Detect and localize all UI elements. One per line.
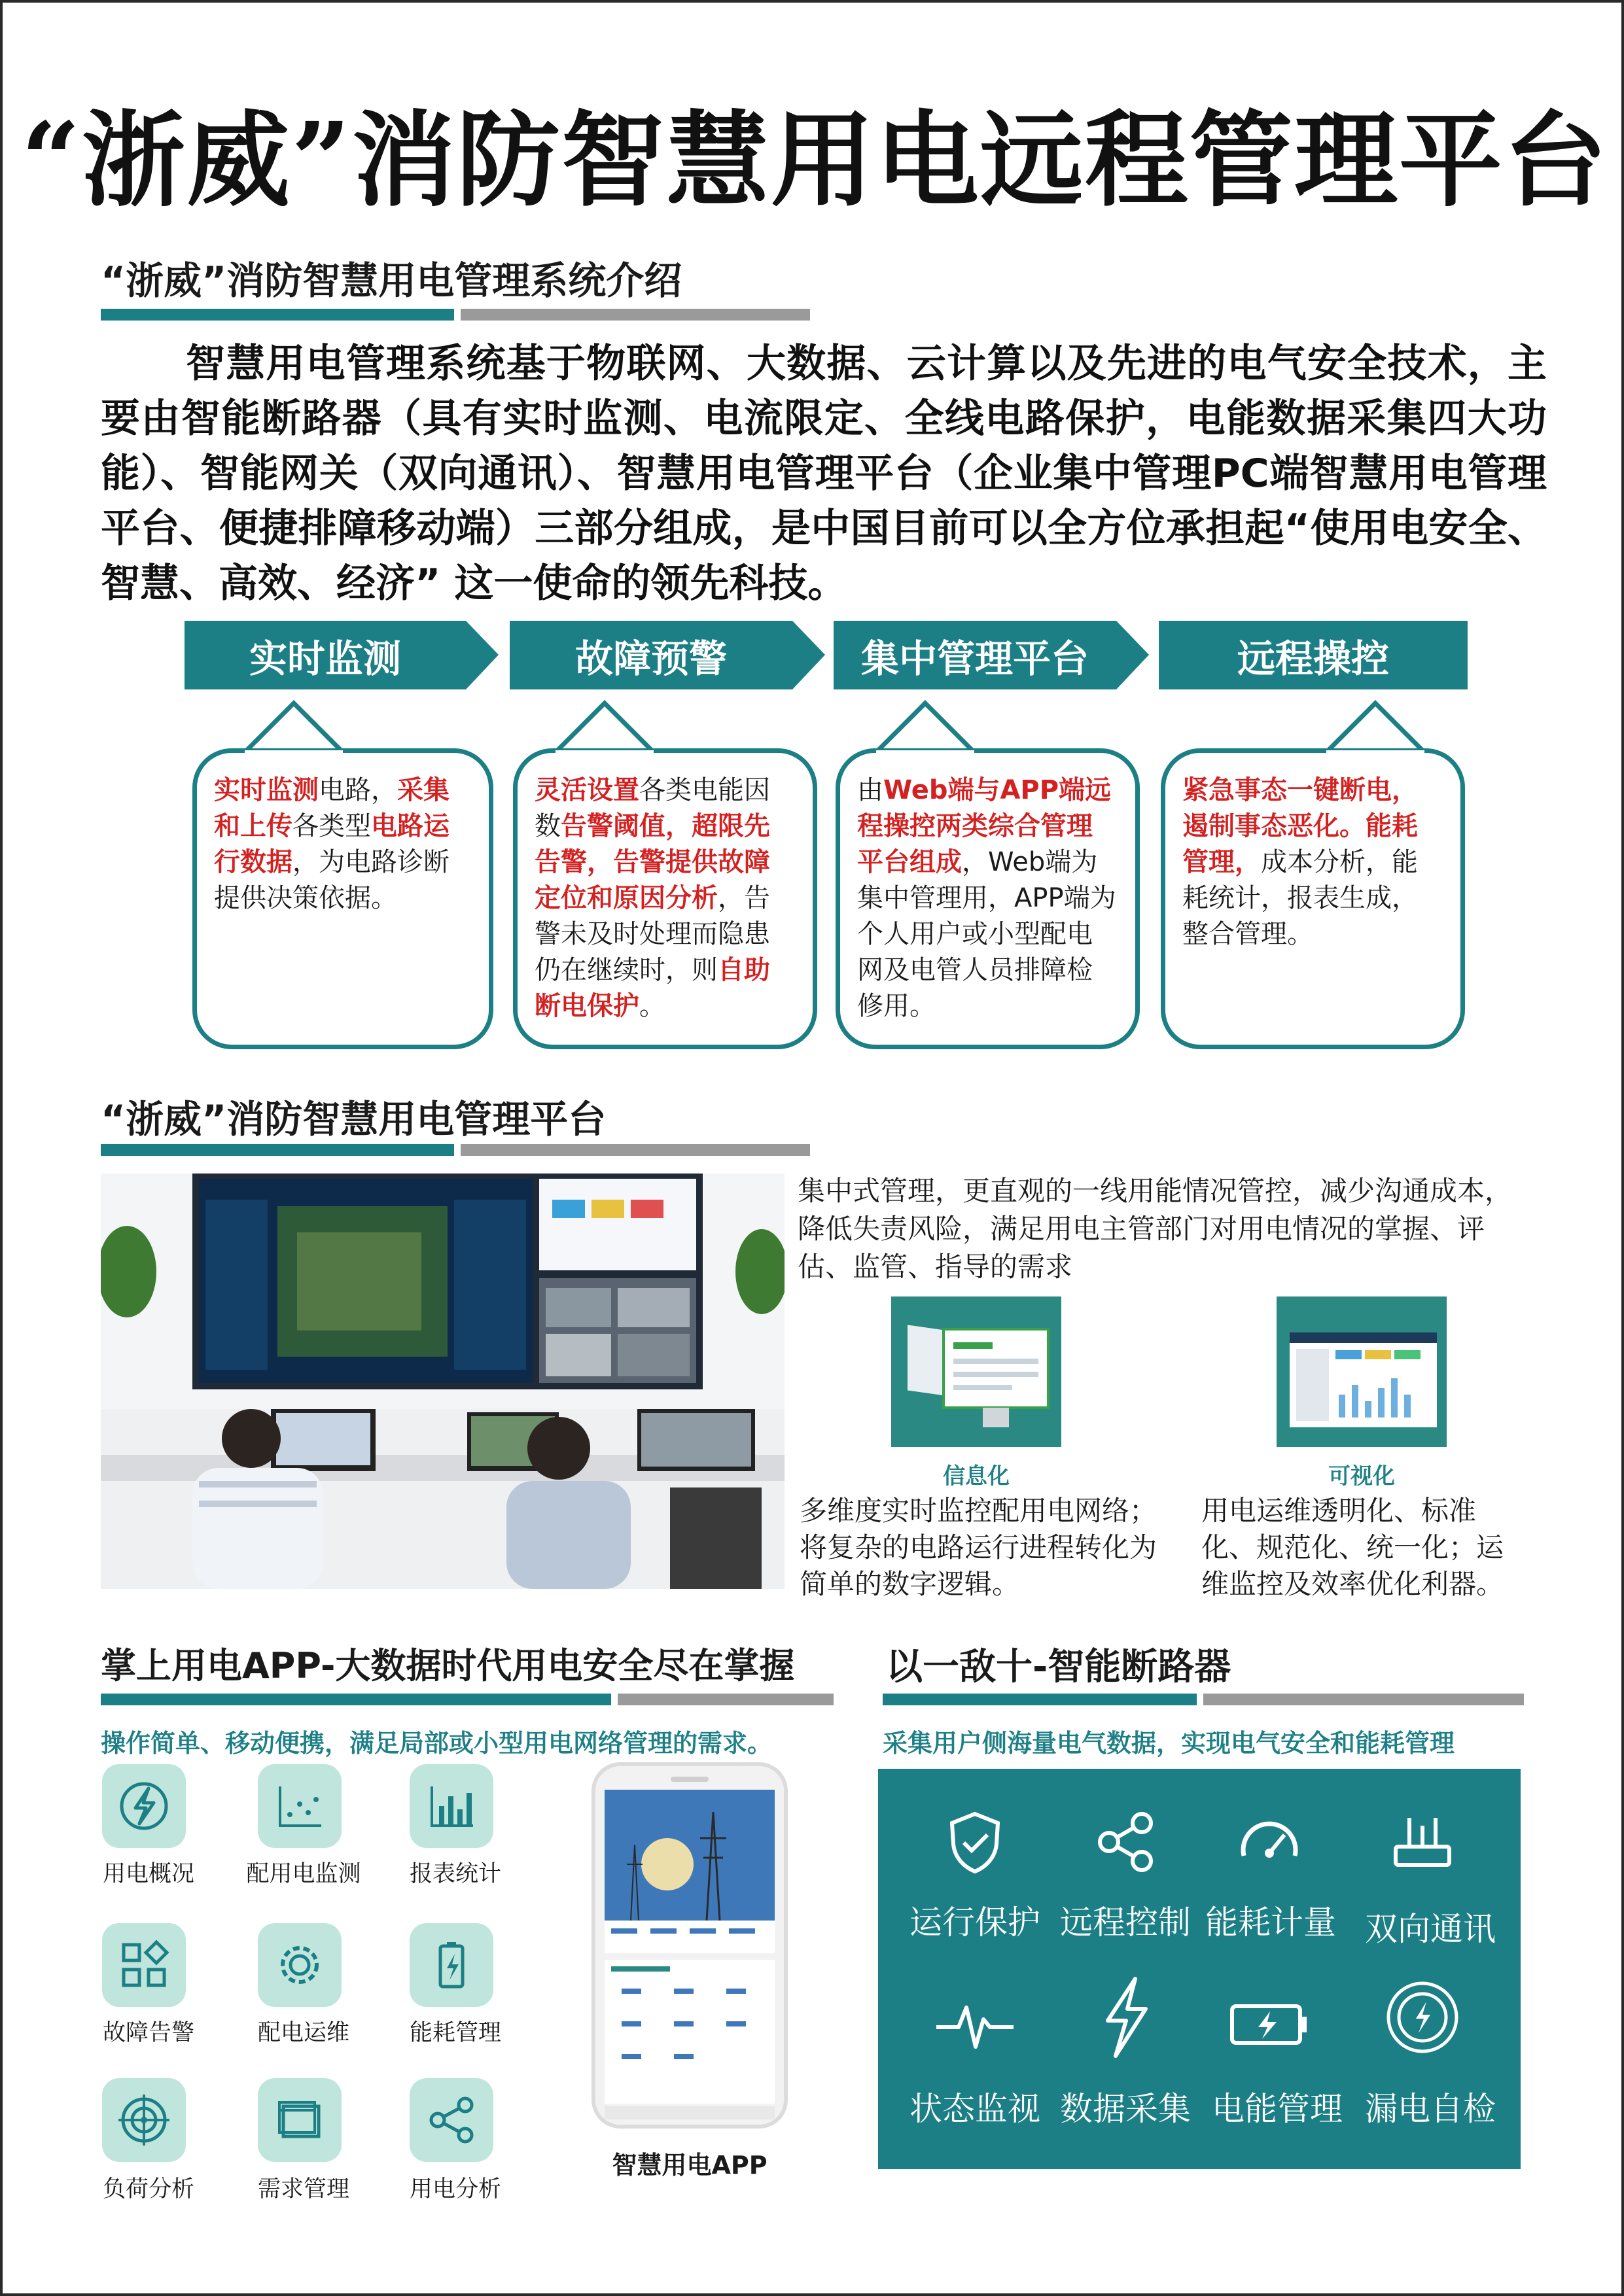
gauge-icon: [1224, 1803, 1315, 1881]
feature-label: 运行保护: [909, 1904, 1040, 1941]
control-room-photo: [101, 1174, 785, 1589]
target-icon[interactable]: [102, 2078, 186, 2162]
feature-label: 电能管理: [1212, 2090, 1343, 2128]
icon-label: 负荷分析: [102, 2176, 194, 2202]
info-thumbnail: [891, 1296, 1061, 1447]
bubble-text: ，为电路诊断提供决策依据。: [214, 847, 450, 913]
feature-label: 远程控制: [1060, 1904, 1191, 1941]
router-icon: [1377, 1803, 1468, 1881]
breaker-heading: 以一敌十-智能断路器: [886, 1646, 1231, 1688]
heading-underline-gray: [1203, 1694, 1524, 1705]
grid-alert-icon[interactable]: [102, 1923, 186, 2007]
bubble-platform: [836, 748, 1140, 1049]
icon-label: 配电运维: [257, 2020, 349, 2046]
flow-step-1: 实时监测: [185, 621, 466, 689]
feature-label: 数据采集: [1060, 2090, 1191, 2128]
feature-label: 双向通讯: [1365, 1910, 1496, 1948]
platform-heading: “浙威”消防智慧用电管理平台: [101, 1097, 607, 1141]
battery-charge-icon: [1224, 1985, 1315, 2063]
heading-underline-gray: [461, 1144, 810, 1156]
bubble-text: 各类型: [292, 811, 371, 841]
power-icon[interactable]: [102, 1764, 186, 1848]
flow-arrow-3: [1116, 621, 1149, 689]
bubble-text: 成本分析，能耗统计，报表生成，整合管理。: [1182, 847, 1418, 949]
bubble-highlight: 能耗管理，: [1182, 811, 1418, 877]
bubble-text: ，Web端为集中管理用，APP端为个人用户或小型配电网及电管人员排障检修用。: [857, 847, 1116, 1021]
visual-caption: 可视化: [1328, 1463, 1395, 1489]
bubble-highlight: 自助断电保护: [535, 955, 770, 1021]
heading-underline-gray: [618, 1694, 834, 1705]
heading-underline-gray: [461, 309, 810, 321]
heading-underline-teal: [101, 1694, 611, 1705]
feature-label: 状态监视: [909, 2090, 1040, 2128]
flow-step-3: 集中管理平台: [834, 621, 1116, 689]
scatter-chart-icon[interactable]: [258, 1764, 342, 1848]
bubble-warning: [513, 748, 817, 1049]
lightning-icon: [1080, 1978, 1171, 2057]
app-subheading: 操作简单、移动便携，满足局部或小型用电网络管理的需求。: [101, 1729, 773, 1758]
bubble-text: 各类电能因数: [535, 775, 770, 841]
battery-icon[interactable]: [410, 1923, 493, 2007]
bubble-remote: [1161, 748, 1465, 1049]
breaker-subheading: 采集用户侧海量电气数据，实现电气安全和能耗管理: [883, 1729, 1455, 1758]
app-heading: 掌上用电APP-大数据时代用电安全尽在掌握: [101, 1645, 795, 1686]
share-icon[interactable]: [410, 2078, 493, 2162]
bubble-highlight: 紧急事态一键断电，遏制事态恶化。: [1182, 775, 1418, 841]
flow-step-2: 故障预警: [510, 621, 792, 689]
flow-arrow-1: [466, 621, 499, 689]
bar-report-icon[interactable]: [410, 1764, 493, 1848]
bubble-text: 电路，: [319, 775, 397, 805]
tail-cover: [1326, 750, 1424, 758]
tail-cover: [245, 750, 343, 758]
share-nodes-icon: [1080, 1803, 1171, 1881]
visual-description: 用电运维透明化、标准化、规范化、统一化；运维监控及效率优化利器。: [1201, 1495, 1504, 1600]
phone-caption: 智慧用电APP: [612, 2151, 768, 2180]
icon-label: 能耗管理: [409, 2020, 501, 2046]
icon-label: 故障告警: [102, 2020, 194, 2046]
icon-label: 用电概况: [102, 1861, 194, 1887]
feature-label: 漏电自检: [1365, 2090, 1496, 2128]
bubble-text: 由: [857, 775, 883, 805]
icon-label: 需求管理: [257, 2176, 349, 2202]
page-title: “浙威”消防智慧用电远程管理平台: [21, 100, 1608, 221]
heading-underline-teal: [101, 1144, 454, 1156]
icon-label: 配用电监测: [246, 1861, 361, 1887]
info-caption: 信息化: [943, 1463, 1010, 1489]
feature-label: 能耗计量: [1205, 1904, 1336, 1941]
pulse-icon: [929, 1985, 1021, 2063]
intro-heading: “浙威”消防智慧用电管理系统介绍: [101, 258, 682, 303]
bubble-highlight: 告警阈值，超限先告警，告警提供故障定位和原因分析: [535, 811, 770, 913]
bubble-highlight: 实时监测: [214, 775, 319, 805]
flow-step-4: 远程操控: [1159, 621, 1468, 689]
bubble-highlight: 灵活设置: [535, 775, 639, 805]
icon-label: 用电分析: [409, 2176, 501, 2202]
shield-check-icon: [929, 1803, 1021, 1881]
bubble-realtime: [192, 748, 493, 1049]
intro-paragraph: [101, 336, 1547, 611]
gear-icon[interactable]: [258, 1923, 342, 2007]
bubble-text: 。: [639, 991, 665, 1021]
platform-description: 集中式管理，更直观的一线用能情况管控，减少沟通成本，降低失责风险，满足用电主管部门对用电情况的掌握、评估、监管、指导的需求: [798, 1175, 1513, 1283]
bubble-text: ，告警未及时处理而隐患仍在继续时，则: [535, 883, 770, 985]
power-check-icon: [1377, 1978, 1468, 2057]
intro-text: 智慧用电管理系统基于物联网、大数据、云计算以及先进的电气安全技术，主要由智能断路器（具有实时监测、电流限定、全线电路保护，电能数据采集四大功能）、智能网关（双向通讯）、智慧用电管理平台（企业集中管理PC端智慧用电管理平台、便捷排障移动端）三部分组成，是中国目前可以全方位承担起“使用电安全、智慧、高效、经济” 这一使命的领先科技。: [101, 341, 1547, 606]
flow-arrow-2: [792, 621, 825, 689]
visual-thumbnail: [1277, 1296, 1447, 1447]
info-description: 多维度实时监控配用电网络；将复杂的电路运行进程转化为简单的数字逻辑。: [800, 1495, 1157, 1600]
bubble-highlight: Web端与APP端远程操控两类综合管理平台组成: [857, 775, 1112, 877]
phone-mockup: [591, 1762, 788, 2129]
heading-underline-teal: [883, 1694, 1197, 1705]
bubble-highlight: 电路运行数据: [214, 811, 450, 877]
window-icon[interactable]: [258, 2078, 342, 2162]
tail-cover: [556, 750, 654, 758]
tail-cover: [876, 750, 974, 758]
heading-underline-teal: [101, 309, 454, 321]
bubble-highlight: 采集和上传: [214, 775, 450, 841]
icon-label: 报表统计: [409, 1861, 501, 1887]
